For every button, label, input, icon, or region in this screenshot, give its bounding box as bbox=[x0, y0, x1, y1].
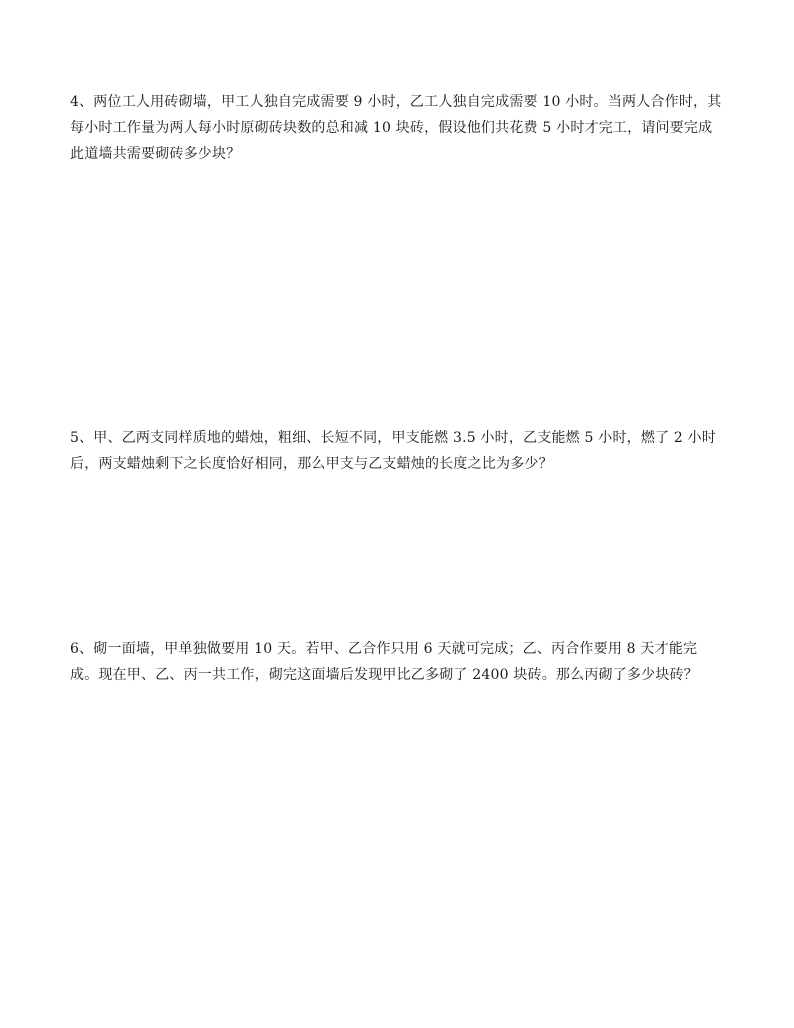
problem-6-text: 6、砌一面墙，甲单独做要用 10 天。若甲、乙合作只用 6 天就可完成；乙、丙合作要用 8 天才能完成。现在甲、乙、丙一共工作，砌完这面墙后发现甲比乙多砌了 2400 块砖。那么丙砌了多少块砖？ bbox=[70, 641, 698, 683]
problem-4-text: 4、两位工人用砖砌墙，甲工人独自完成需要 9 小时，乙工人独自完成需要 10 小时。当两人合作时，其每小时工作量为两人每小时原砌砖块数的总和减 10 块砖，假设他们共花费 5 小时才完工，请问要完成此道墙共需要砌砖多少块？ bbox=[70, 94, 722, 162]
problem-5-text: 5、甲、乙两支同样质地的蜡烛，粗细、长短不同，甲支能燃 3.5 小时，乙支能燃 5 小时，燃了 2 小时后，两支蜡烛剩下之长度恰好相同，那么甲支与乙支蜡烛的长度之比为多少？ bbox=[70, 430, 717, 472]
